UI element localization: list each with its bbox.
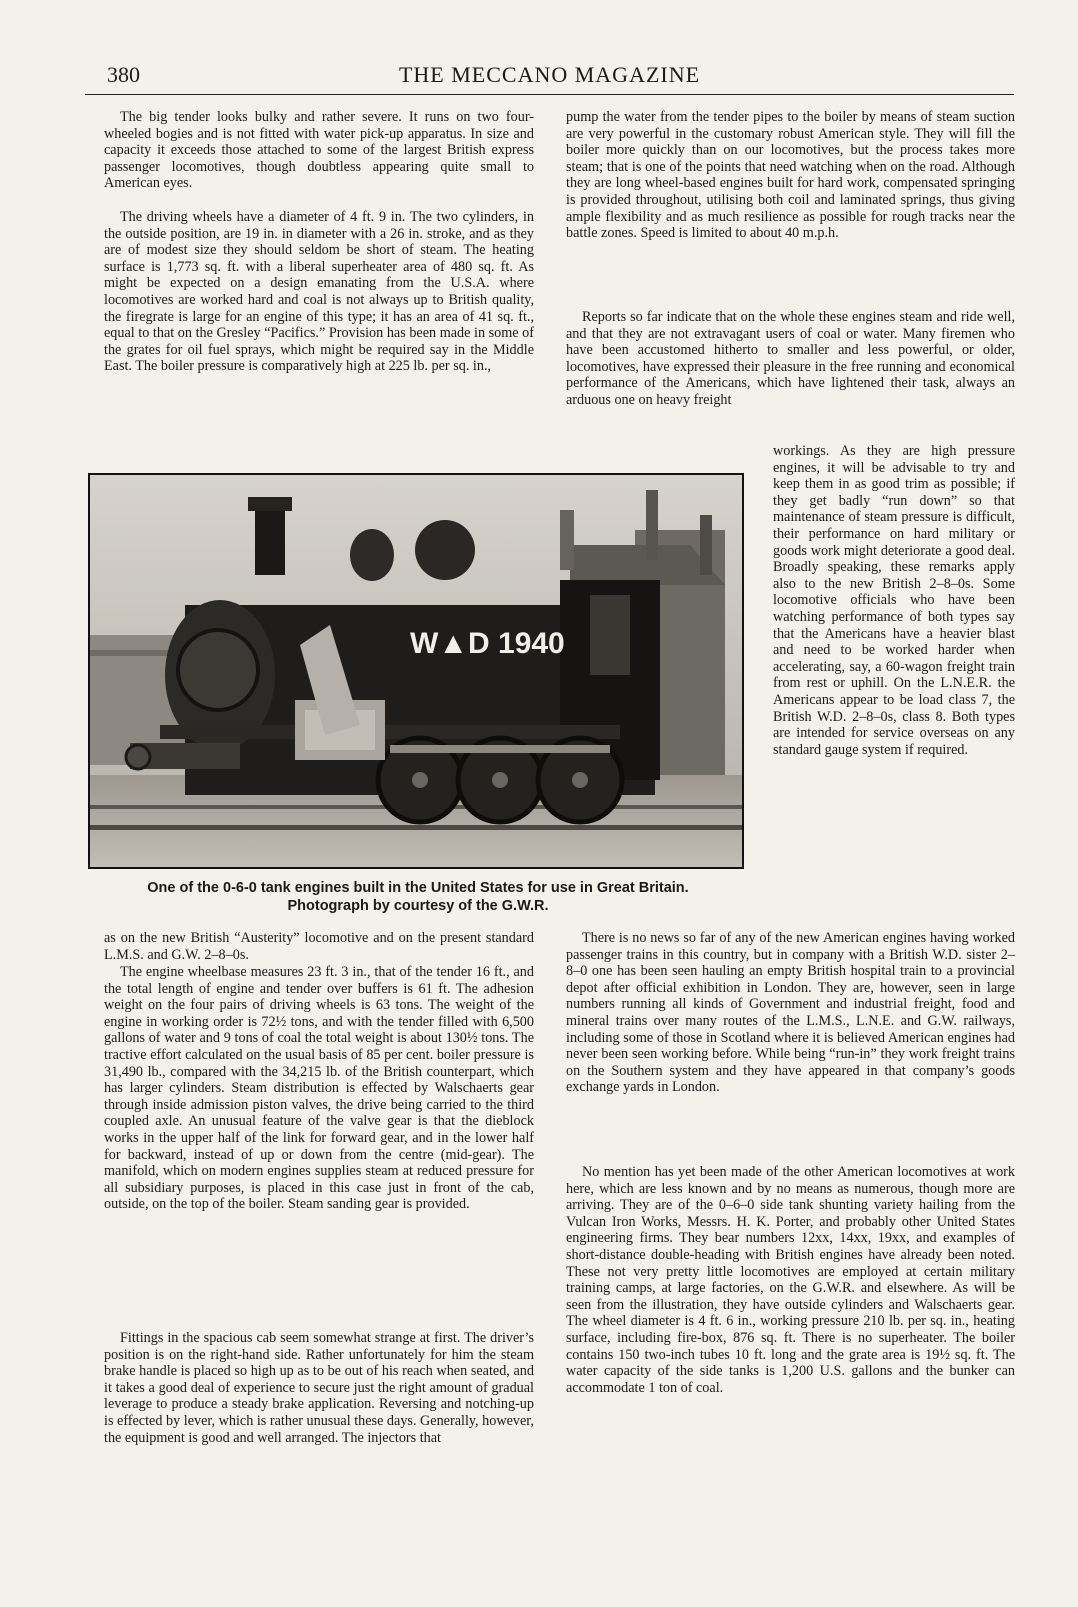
page-header: [85, 60, 1014, 95]
right-paragraph-2: Reports so far indicate that on the whole these engines steam and ride well, and that they are not extravagant users of coal or water. Many firemen who have been accustomed hitherto to smaller and less powerful, or older, locomotives, have expressed their pleasure in the free running and economical performance of the Americans, which have lightened their task, always an arduous one on heavy freight: [566, 309, 1015, 408]
locomotive-photo: [88, 473, 744, 869]
page-number: 380: [107, 62, 140, 87]
photo-caption-line-2: Photograph by courtesy of the G.W.R.: [287, 898, 549, 914]
left-paragraph-2: The driving wheels have a diameter of 4 ft. 9 in. The two cylinders, in the outside position, are 19 in. in diameter with a 26 in. stroke, and as they are of modest size they should seldom be short of steam. The heating surface is 1,773 sq. ft. with a liberal superheater area of 480 sq. ft. As might be expected on a design emanating from the U.S.A. where locomotives are worked hard and coal is not always up to British quality, the firegrate is large for an engine of this type; it has an area of 41 sq. ft., equal to that on the Gresley “Pacifics.” Provision has been made in some of the grates for oil fuel sprays, which might be required say in the Middle East. The boiler pressure is comparatively high at 225 lb. per sq. in.,: [104, 209, 534, 375]
magazine-title: THE MECCANO MAGAZINE: [398, 62, 701, 87]
right-paragraph-1: pump the water from the tender pipes to the boiler by means of steam suction are very powerful in the customary robust American style. They will fill the boiler more quickly than on our locomotives, but the process takes more steam; that is one of the points that need watching when on the road. Although they are long wheel-based engines built for hard work, compensated springing is provided throughout, utilising both coil and laminated springs, thus giving ample flexibility and as much resilience as possible for rough tracks near the battle zones. Speed is limited to about 40 m.p.h.: [566, 109, 1015, 242]
right-paragraph-4: There is no news so far of any of the new American engines having worked passenger trains in this country, but in company with a British W.D. sister 2–8–0 one has been seen hauling an empty British hospital train to a provincial depot after official exhibition in London. They are, however, seen in large numbers running all kinds of Government and industrial freight, food and mineral trains over many routes of the L.M.S., L.N.E. and G.W. railways, including some of those in Scotland where it is believed American engines had never been seen working before. While being “run-in” they work freight trains on the Southern system and they have appeared in that company’s goods exchange yards in London.: [566, 930, 1015, 1096]
photo-caption: [80, 879, 756, 915]
right-paragraph-5: No mention has yet been made of the other American locomotives at work here, which are less known and by no means as numerous, though more are arriving. They are of the 0–6–0 side tank shunting variety hailing from the Vulcan Iron Works, Messrs. H. K. Porter, and probably other United States engineering firms. They bear numbers 12xx, 14xx, 19xx, and examples of short-distance double-heading with British engines have already been noted. These not very pretty little locomotives are employed at certain military training camps, at large factories, on the G.W.R. and elsewhere. As will be seen from the illustration, they have outside cylinders and Walschaerts gear. The wheel diameter is 4 ft. 6 in., working pressure 210 lb. per sq. in., heating surface, including fire-box, 876 sq. ft. There is no superheater. The boiler contains 150 two-inch tubes 10 ft. long and the grate area is 19½ sq. ft. The water capacity of the side tanks is 1,200 U.S. gallons and the bunker can accommodate 1 ton of coal.: [566, 1164, 1015, 1396]
photo-caption-line-1: One of the 0-6-0 tank engines built in the United States for use in Great Britain.: [147, 880, 689, 896]
left-paragraph-5: Fittings in the spacious cab seem somewhat strange at first. The driver’s position is on the right-hand side. Rather unfortunately for him the steam brake handle is placed so high up as to be out of his reach when seated, and it takes a good deal of experience to secure just the right amount of gradual leverage to produce a steady brake application. Reversing and notching-up is effected by lever, which is rather unusual these days. Generally, however, the equipment is good and well arranged. The injectors that: [104, 1330, 534, 1446]
right-paragraph-3: workings. As they are high pressure engines, it will be advisable to try and keep them in as good trim as possible; if they get badly “run down” so that maintenance of steam pressure is difficult, their performance on hard military or goods work might deteriorate a good deal. Broadly speaking, these remarks apply also to the new British 2–8–0s. Some locomotive officials who have been watching performance of both types say that the Americans have a heavier blast and need to be worked harder when accelerating, say, a 60-wagon freight train from rest or uphill. On the L.N.E.R. the Americans appear to be load class 7, the British W.D. 2–8–0s, class 8. Both types are intended for service overseas on any standard gauge system if required.: [773, 443, 1015, 758]
engine-number-marking: W▲D 1940: [410, 627, 565, 660]
left-paragraph-4: The engine wheelbase measures 23 ft. 3 in., that of the tender 16 ft., and the total length of engine and tender over buffers is 61 ft. The adhesion weight on the four pairs of driving wheels is 63 tons. The weight of the engine in working order is 72½ tons, and with the tender filled with 6,500 gallons of water and 9 tons of coal the total weight is about 130½ tons. The tractive effort calculated on the usual basis of 85 per cent. boiler pressure is 31,490 lb., compared with the 34,215 lb. of the British counterpart, which has larger cylinders. Steam distribution is effected by Walschaerts gear through inside admission piston valves, the drive being carried to the third coupled axle. An unusual feature of the valve gear is that the dieblock works in the upper half of the link for forward gear, and in the lower half for backward, instead of up or down from the centre (mid-gear). The manifold, which on modern engines supplies steam at reduced pressure for all subsidiary purposes, is placed in this case just in front of the cab, outside, on the top of the boiler. Steam sanding gear is provided.: [104, 964, 534, 1213]
left-paragraph-1: The big tender looks bulky and rather severe. It runs on two four-wheeled bogies and is not fitted with water pick-up apparatus. In size and capacity it exceeds those attached to some of the largest British express passenger locomotives, though doubtless appearing quite small to American eyes.: [104, 109, 534, 192]
left-paragraph-3: as on the new British “Austerity” locomotive and on the present standard L.M.S. and G.W. 2–8–0s.: [104, 930, 534, 963]
